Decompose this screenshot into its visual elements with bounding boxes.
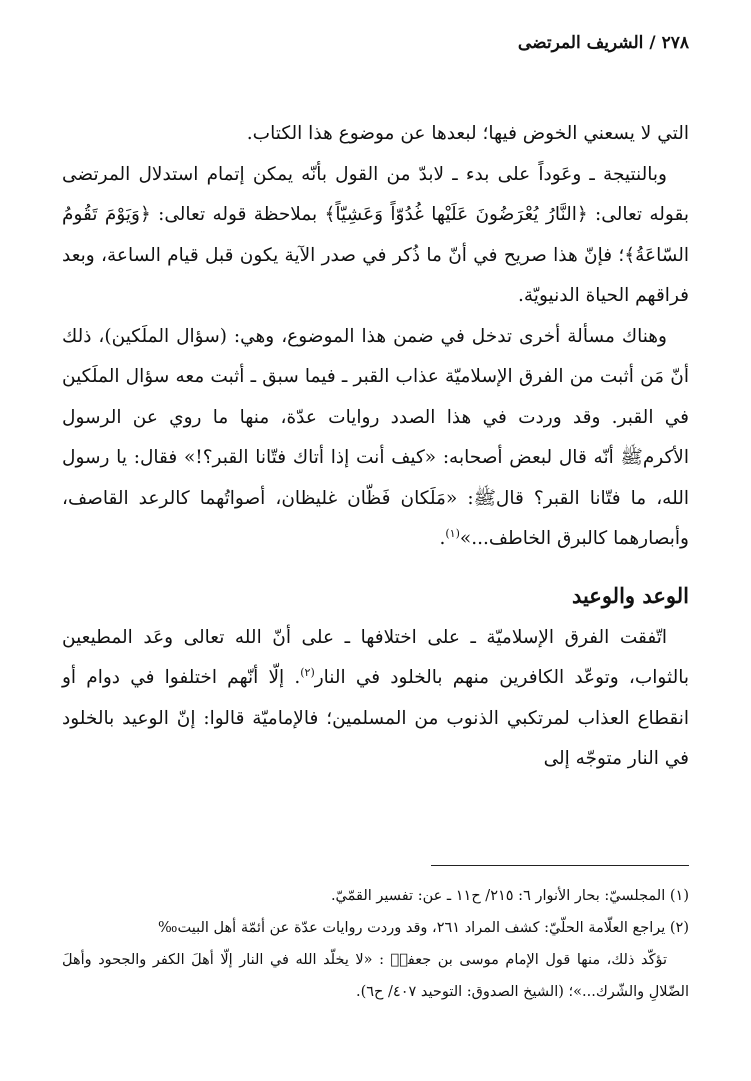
paragraph-4 bbox=[62, 618, 689, 780]
footnote-2-continued: تؤكّد ذلك، منها قول الإمام موسى بن جعفرؑ : «لا يخلّد الله في النار إلّا أهلَ الكفر والجحود وأهلَ الضّلالِ والشّرك...»؛ (الشيخ الصدوق: التوحيد ٤٠٧/ ح٦). bbox=[62, 952, 689, 1000]
book-page bbox=[62, 28, 689, 1061]
paragraph-1: التي لا يسعني الخوض فيها؛ لبعدها عن موضوع هذا الكتاب. bbox=[246, 123, 689, 144]
footnote-divider bbox=[431, 865, 689, 866]
header-separator: / bbox=[649, 33, 656, 53]
footnote-marker-2: (٢) bbox=[300, 665, 315, 679]
footnote-marker-1: (١) bbox=[445, 526, 460, 540]
page-number: ٢٧٨ bbox=[661, 33, 689, 53]
paragraph-3-end: . bbox=[439, 528, 446, 549]
paragraph-4-rest: . إلّا أنّهم اختلفوا في دوام أو انقطاع العذاب لمرتكبي الذنوب من المسلمين؛ فالإماميّة قالوا: إنّ الوعيد بالخلود في النار متوجّه إلى bbox=[62, 667, 689, 769]
footnote-1: (١) المجلسيّ: بحار الأنوار ٦: ٢١٥/ ح١١ ـ عن: تفسير القمّيّ. bbox=[330, 888, 689, 904]
section-heading: الوعد والوعيد bbox=[571, 582, 689, 608]
footnote-2: (٢) يراجع العلّامة الحلّيّ: كشف المراد ٢٦١، وقد وردت روايات عدّة عن أئمّة أهل البيت‰ bbox=[158, 920, 689, 936]
paragraph-2: وبالنتيجة ـ وعَوداً على بدء ـ لابدّ من القول بأنّه يمكن إتمام استدلال المرتضى بقوله تعالى: ﴿النَّارُ يُعْرَضُونَ عَلَيْها غُدُوّاً وَعَشِيّاً﴾ بملاحظة قوله تعالى: ﴿وَيَوْمَ تَقُومُ السّاعَةُ﴾؛ فإنّ هذا صريح في أنّ ما ذُكر في صدر الآية يكون قبل قيام الساعة، وبعد فراقهم الحياة الدنيويّة. bbox=[62, 163, 689, 306]
footnotes bbox=[62, 880, 689, 1008]
book-title: الشريف المرتضى bbox=[517, 33, 644, 53]
running-header bbox=[62, 28, 689, 58]
paragraph-3 bbox=[62, 317, 689, 560]
paragraph-3-text: وهناك مسألة أخرى تدخل في ضمن هذا الموضوع، وهي: (سؤال الملَكين)، ذلك أنّ مَن أثبت من الفرق الإسلاميّة عذاب القبر ـ فيما سبق ـ أثبت معه سؤال الملَكين في القبر. وقد وردت في هذا الصدد روايات عدّة، منها ما روي عن الرسول الأكرمﷺ أنّه قال لبعض أصحابه: «كيف أنت إذا أتاك فتّانا القبر؟!» فقال: يا رسول الله، ما فتّانا القبر؟ قالﷺ: «مَلَكان فَظّان غليظان، أصواتُهما كالرعد القاصف، وأبصارهما كالبرق الخاطف...» bbox=[62, 325, 689, 549]
paragraph-4-text: اتّفقت الفرق الإسلاميّة ـ على اختلافها ـ على أنّ الله تعالى وعَد المطيعين بالثواب، وتوعّد الكافرين منهم بالخلود في النار bbox=[62, 626, 689, 688]
